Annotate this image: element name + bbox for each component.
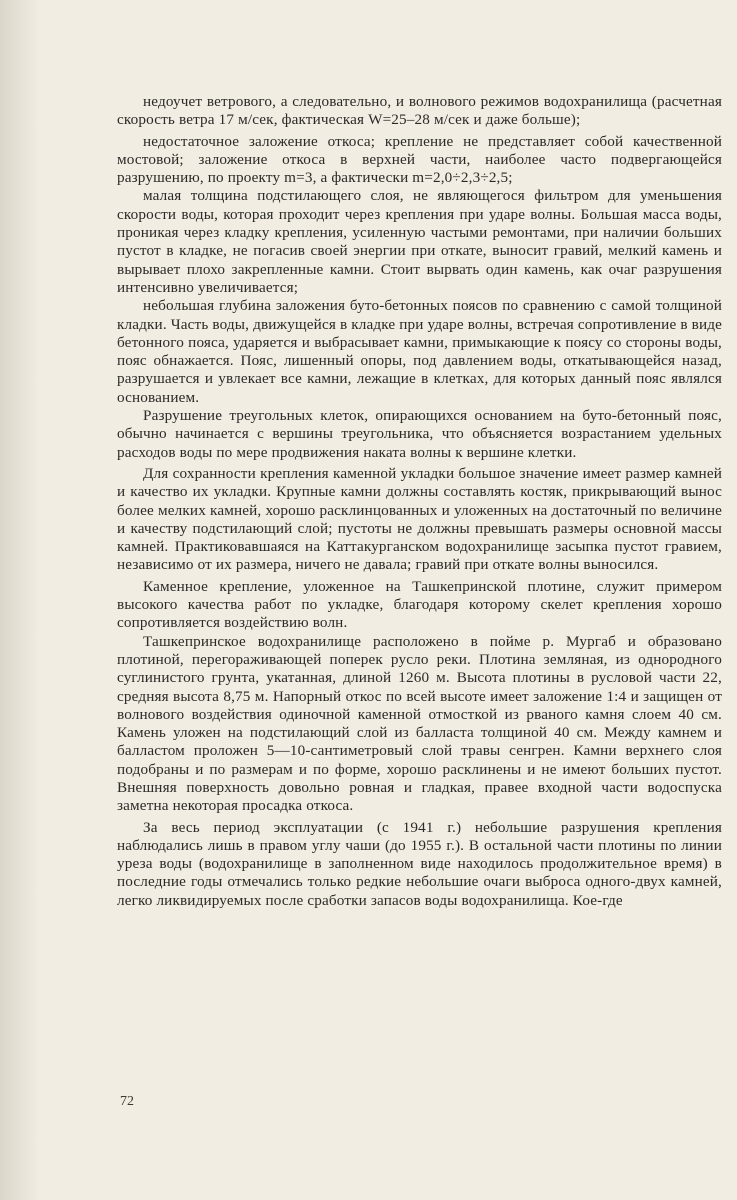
page-number: 72: [120, 1094, 134, 1109]
paragraph-7: Каменное крепление, уложенное на Ташкепринской плотине, служит примером высокого качества работ по укладке, благодаря которому скелет крепления хорошо сопротивляется воздействию волн.: [117, 577, 722, 632]
paragraph-1: недоучет ветрового, а следовательно, и волнового режимов водохранилища (расчетная скорость ветра 17 м/сек, фактическая W=25–28 м/сек и даже больше);: [117, 93, 722, 129]
paragraph-6: Для сохранности крепления каменной укладки большое значение имеет размер камней и качество их укладки. Крупные камни должны составлять костяк, прикрывающий вынос более мелких камней, хорошо расклинцованных и уложенных на достаточный по величине и качеству подстилающий слой; пустоты не должны превышать размеры основной массы камней. Практиковавшаяся на Каттакурганском водохранилище засыпка пустот гравием, независимо от их размера, ничего не давала; гравий при откате волны выносился.: [117, 464, 722, 574]
paragraph-5: Разрушение треугольных клеток, опирающихся основанием на буто-бетонный пояс, обычно начинается с вершины треугольника, что объясняется возрастанием удельных расходов воды по мере продвижения наката волны к вершине клетки.: [117, 407, 722, 461]
paragraph-2: недостаточное заложение откоса; крепление не представляет собой качественной мостовой; заложение откоса в верхней части, наиболее часто подвергающейся разрушению, по проекту m=3, а фактически m=2,0÷2,3÷2,5;: [117, 132, 722, 187]
paragraph-3: малая толщина подстилающего слоя, не являющегося фильтром для уменьшения скорости воды, которая проходит через крепления при ударе волны. Большая масса воды, проникая через кладку крепления, усиленную частыми ремонтами, при наличии больших пустот в кладке, не погасив своей энергии при откате, выносит гравий, мелкий камень и вырывает плохо закрепленные камни. Стоит вырвать один камень, как очаг разрушения интенсивно увеличивается;: [117, 187, 722, 296]
page-binding-shadow: [0, 0, 40, 1200]
paragraph-4: небольшая глубина заложения буто-бетонных поясов по сравнению с самой толщиной кладки. Часть воды, движущейся в кладке при ударе волны, встречая сопротивление в виде бетонного пояса, ударяется и выбрасывает камни, примыкающие к поясу со стороны воды, пояс обнажается. Пояс, лишенный опоры, под давлением воды, откатывающейся назад, разрушается и увлекает все камни, лежащие в клетках, для которых данный пояс являлся основанием.: [117, 297, 722, 406]
body-text: [117, 93, 722, 910]
paragraph-9: За весь период эксплуатации (с 1941 г.) небольшие разрушения крепления наблюдались лишь в правом углу чаши (до 1955 г.). В остальной части плотины по линии уреза воды (водохранилище в заполненном виде находилось продолжительное время) в последние годы отмечались только редкие небольшие очаги выброса одного-двух камней, легко ликвидируемых после сработки запасов воды водохранилища. Кое-где: [117, 818, 722, 909]
paragraph-8: Ташкепринское водохранилище расположено в пойме р. Мургаб и образовано плотиной, перегораживающей поперек русло реки. Плотина земляная, из однородного суглинистого грунта, укатанная, длиной 1260 м. Высота плотины в русловой части 22, средняя высота 8,75 м. Напорный откос по всей высоте имеет заложение 1:4 и защищен от волнового воздействия одиночной каменной отмосткой из рваного камня слоем 40 см. Камень уложен на подстилающий слой из балласта толщиной 40 см. Между камнем и балластом проложен 5—10-сантиметровый слой травы сенгрен. Камни верхнего слоя подобраны и по размерам и по форме, хорошо расклинены и не имеют больших пустот. Внешняя поверхность довольно ровная и гладкая, правее входной части водоспуска заметна некоторая просадка откоса.: [117, 632, 722, 815]
